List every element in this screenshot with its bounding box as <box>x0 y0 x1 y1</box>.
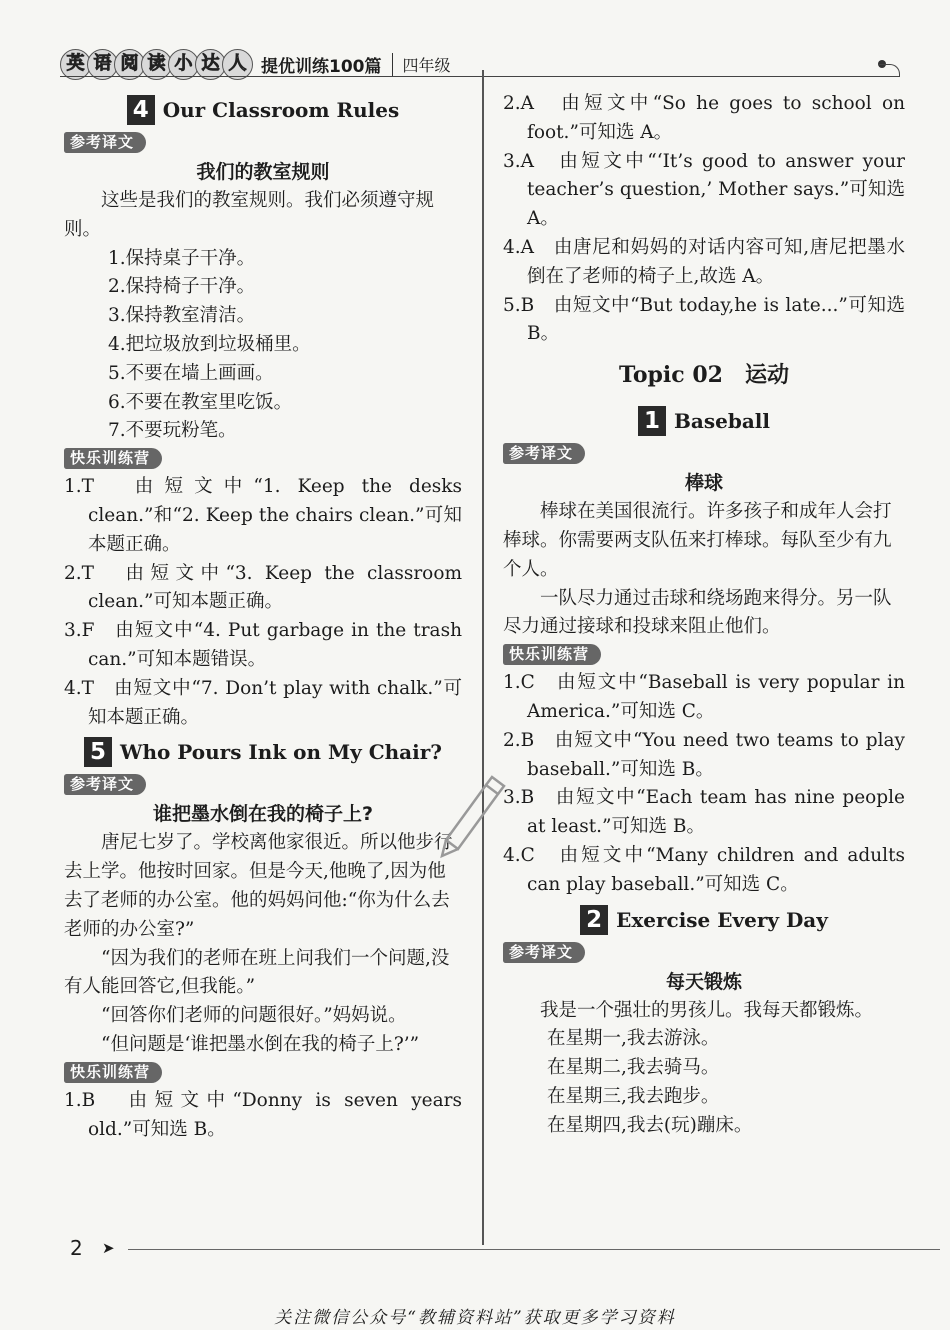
paragraph: “回答你们老师的问题很好。”妈妈说。 <box>101 1005 407 1027</box>
translation-tag: 参考译文 <box>64 132 146 153</box>
logo-char: 小 <box>168 49 199 80</box>
logo-char: 达 <box>195 49 226 80</box>
answer-item: 4.C 由短文中“Many children and adults can play baseball.”可知选 C。 <box>503 844 905 895</box>
list-item: 4.把垃圾放到垃圾桶里。 <box>108 333 311 355</box>
answer-item: 4.A 由唐尼和妈妈的对话内容可知,唐尼把墨水倒在了老师的椅子上,故选 A。 <box>503 236 905 287</box>
answer-item: 1.B 由短文中“Donny is seven years old.”可知选 B。 <box>64 1089 462 1140</box>
paragraph: 我是一个强壮的男孩儿。我每天都锻炼。 <box>540 999 874 1021</box>
logo-char: 语 <box>87 49 118 80</box>
paragraph: 唐尼七岁了。学校离他家很近。所以他步行去上学。他按时回家。但是今天,他晚了,因为他去了老师的办公室。他的妈妈问他:“你为什么去老师的办公室?” <box>64 832 453 940</box>
paragraph: 一队尽力通过击球和绕场跑来得分。另一队尽力通过接球和投球来阻止他们。 <box>503 587 892 638</box>
section-number: 1 <box>638 406 666 436</box>
training-tag: 快乐训练营 <box>64 1062 162 1083</box>
list-item: 3.保持教室清洁。 <box>108 305 256 327</box>
list-item: 在星期三,我去跑步。 <box>547 1085 720 1107</box>
list-item: 在星期二,我去骑马。 <box>547 1057 720 1079</box>
answer-item: 3.B 由短文中“Each team has nine people at least.”可知选 B。 <box>503 787 905 838</box>
answer-item: 5.B 由短文中“But today,he is late...”可知选 B。 <box>503 294 905 345</box>
section-number: 4 <box>127 95 155 125</box>
footnote: 关注微信公众号“教辅资料站”获取更多学习资料 <box>274 1308 676 1328</box>
column-divider <box>482 70 484 1245</box>
section-title-text: Who Pours Ink on My Chair? <box>119 740 442 765</box>
list-item: 7.不要玩粉笔。 <box>108 420 237 442</box>
list-item: 2.保持椅子干净。 <box>108 276 256 298</box>
section-title <box>64 90 462 130</box>
section-title <box>64 732 462 772</box>
logo-char: 英 <box>60 49 91 80</box>
list-item: 在星期四,我去(玩)蹦床。 <box>547 1114 753 1136</box>
translation-tag: 参考译文 <box>64 774 146 795</box>
section-title <box>503 401 905 441</box>
answer-item: 3.F 由短文中“4. Put garbage in the trash can.”可知本题错误。 <box>64 620 462 670</box>
pencil-stamp-icon <box>436 770 516 860</box>
logo-char: 人 <box>222 49 253 80</box>
translation-title: 棒球 <box>684 472 723 495</box>
topic-heading: Topic 02 运动 <box>619 362 789 389</box>
answer-item: 2.A 由短文中“So he goes to school on foot.”可知选 A。 <box>503 93 905 143</box>
answer-item: 1.C 由短文中“Baseball is very popular in America.”可知选 C。 <box>503 672 905 722</box>
logo-char: 阅 <box>114 49 145 80</box>
answer-item: 3.A 由短文中“‘It’s good to answer your teacher’s question,’ Mother says.”可知选 A。 <box>503 150 905 230</box>
page-header <box>60 42 900 90</box>
section-title-text: Baseball <box>674 409 770 434</box>
translation-title: 我们的教室规则 <box>196 161 330 183</box>
header-rule <box>60 76 900 77</box>
footer-rule <box>128 1249 940 1250</box>
list-item: 1.保持桌子干净。 <box>108 247 256 269</box>
translation-title: 谁把墨水倒在我的椅子上? <box>152 803 374 826</box>
answer-item: 4.T 由短文中“7. Don’t play with chalk.”可知本题正确。 <box>64 677 462 728</box>
training-tag: 快乐训练营 <box>503 644 601 665</box>
section-title-text: Exercise Every Day <box>616 907 828 932</box>
section-number: 5 <box>84 737 112 767</box>
grade-label: 四年级 <box>392 53 451 76</box>
training-tag: 快乐训练营 <box>64 448 162 469</box>
translation-title: 每天锻炼 <box>665 970 742 993</box>
answer-item: 2.T 由短文中“3. Keep the classroom clean.”可知本题正确。 <box>64 562 462 613</box>
page-number: 2 <box>70 1236 83 1260</box>
book-subtitle: 提优训练100篇 <box>261 56 382 77</box>
list-item: 在星期一,我去游泳。 <box>547 1028 720 1050</box>
book-series-logo <box>60 49 249 80</box>
list-item: 6.不要在教室里吃饭。 <box>108 391 293 413</box>
right-column <box>503 90 905 1141</box>
answer-item: 1.T 由短文中“1. Keep the desks clean.”和“2. Keep the chairs clean.”可知本题正确。 <box>64 476 462 555</box>
answer-item: 2.B 由短文中“You need two teams to play baseball.”可知选 B。 <box>503 729 905 780</box>
arrow-right-icon: ➤ <box>102 1239 115 1257</box>
section-number: 2 <box>580 905 608 935</box>
translation-tag: 参考译文 <box>503 443 585 464</box>
paragraph: 这些是我们的教室规则。我们必须遵守规则。 <box>64 190 435 240</box>
header-hook <box>879 64 900 77</box>
list-item: 5.不要在墙上画画。 <box>108 362 274 384</box>
paragraph: “因为我们的老师在班上问我们一个问题,没有人能回答它,但我能。” <box>64 947 450 998</box>
section-title-text: Our Classroom Rules <box>162 98 400 122</box>
section-title <box>503 900 905 940</box>
left-column <box>64 90 462 1144</box>
translation-tag: 参考译文 <box>503 942 585 963</box>
logo-char: 读 <box>141 49 172 80</box>
paragraph: 棒球在美国很流行。许多孩子和成年人会打棒球。你需要两支队伍来打棒球。每队至少有九个人。 <box>503 501 892 580</box>
paragraph: “但问题是‘谁把墨水倒在我的椅子上?’” <box>101 1033 420 1055</box>
